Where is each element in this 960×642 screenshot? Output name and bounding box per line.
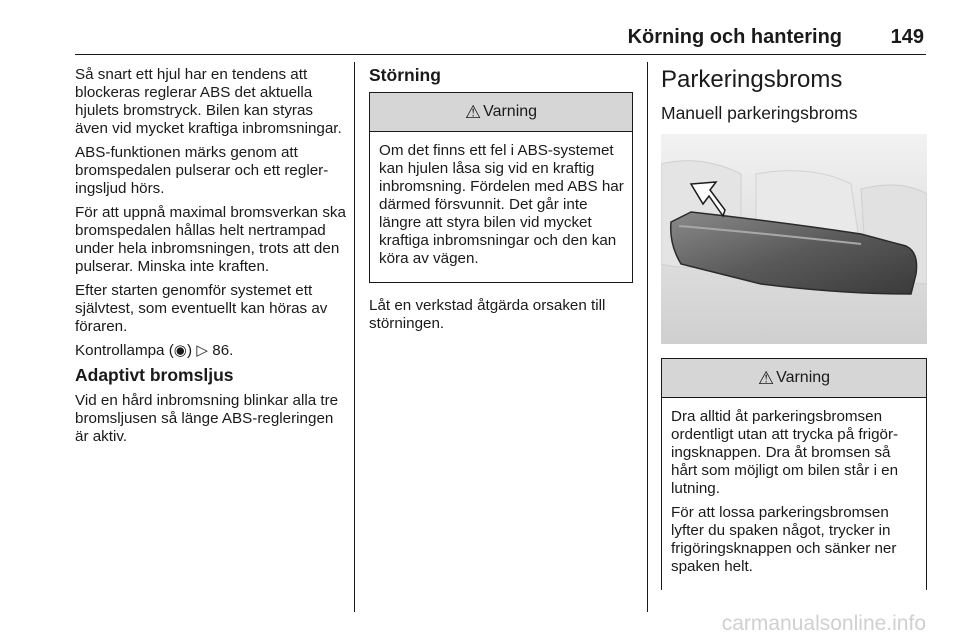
column-1 — [75, 66, 347, 452]
warning-box — [369, 92, 633, 283]
heading-adaptivt-bromsljus: Adaptivt bromsljus — [75, 365, 234, 385]
parking-brake-illustration — [661, 134, 927, 344]
page-ref-icon: ▷ — [196, 342, 209, 359]
column-3 — [661, 66, 927, 604]
paragraph: Så snart ett hjul har en tendens att blockeras reglerar ABS det aktuella hjulets bromstryck. Bilen kan styras även vid mycket kraftiga inbromsningar. — [75, 66, 342, 137]
page-header — [75, 26, 926, 55]
warning-title: Varning — [483, 103, 538, 120]
paragraph: ABS-funktionen märks genom att bromspedalen pulserar och ett regleringsljud hörs. — [75, 144, 329, 197]
column-2 — [369, 66, 633, 339]
paragraph: Efter starten genomför systemet ett självtest, som eventuellt kan höras av föraren. — [75, 282, 328, 335]
heading-storning: Störning — [369, 65, 441, 85]
paragraph: Vid en hård inbromsning blinkar alla tre bromsljusen så länge ABS-regleringen är aktiv. — [75, 392, 339, 445]
warning-text: För att lossa parkeringsbromsen lyfter du spaken något, trycker in frigöringsknappen och sänker ner spaken helt. — [671, 504, 897, 575]
warning-header — [662, 359, 926, 398]
column-divider — [354, 62, 355, 612]
paragraph: För att uppnå maximal bromsverkan ska bromspedalen hållas helt nertrampad under hela inbromsningen, trots att den pulserar. Minska inte kraften. — [75, 204, 346, 275]
kontrollampa-line — [75, 342, 347, 360]
column-divider — [647, 62, 648, 612]
subheading-manuell: Manuell parkeringsbroms — [661, 103, 858, 123]
page-number: 149 — [890, 26, 924, 48]
warning-header — [370, 93, 632, 132]
warning-triangle-icon: ⚠ — [757, 368, 775, 388]
watermark: carmanualsonline.info — [721, 612, 926, 635]
warning-text: Om det finns ett fel i ABS-systemet kan hjulen låsa sig vid en kraftig inbromsning. Fördelen med ABS har därmed försvunnit. Det går inte längre att styra bilen vid mycket kraftiga inbromsningar och den kan köra av vägen. — [379, 142, 624, 267]
warning-triangle-icon: ⚠ — [464, 102, 482, 122]
section-title: Körning och hantering — [627, 26, 842, 48]
warning-box — [661, 358, 927, 590]
kontrollampa-ref[interactable]: 86. — [212, 342, 234, 359]
heading-parkeringsbroms: Parkeringsbroms — [661, 66, 843, 93]
warning-title: Varning — [776, 369, 831, 386]
kontrollampa-label: Kontrollampa — [75, 342, 165, 359]
warning-body — [370, 132, 632, 282]
warning-body — [662, 398, 926, 590]
paragraph: Låt en verkstad åtgärda orsaken till störningen. — [369, 297, 606, 332]
warning-text: Dra alltid åt parkeringsbromsen ordentligt utan att trycka på frigöringsknappen. Dra åt bromsen så hårt som möjligt om bilen står i en lutning. — [671, 408, 899, 497]
abs-warning-icon: (◉) — [168, 342, 193, 359]
